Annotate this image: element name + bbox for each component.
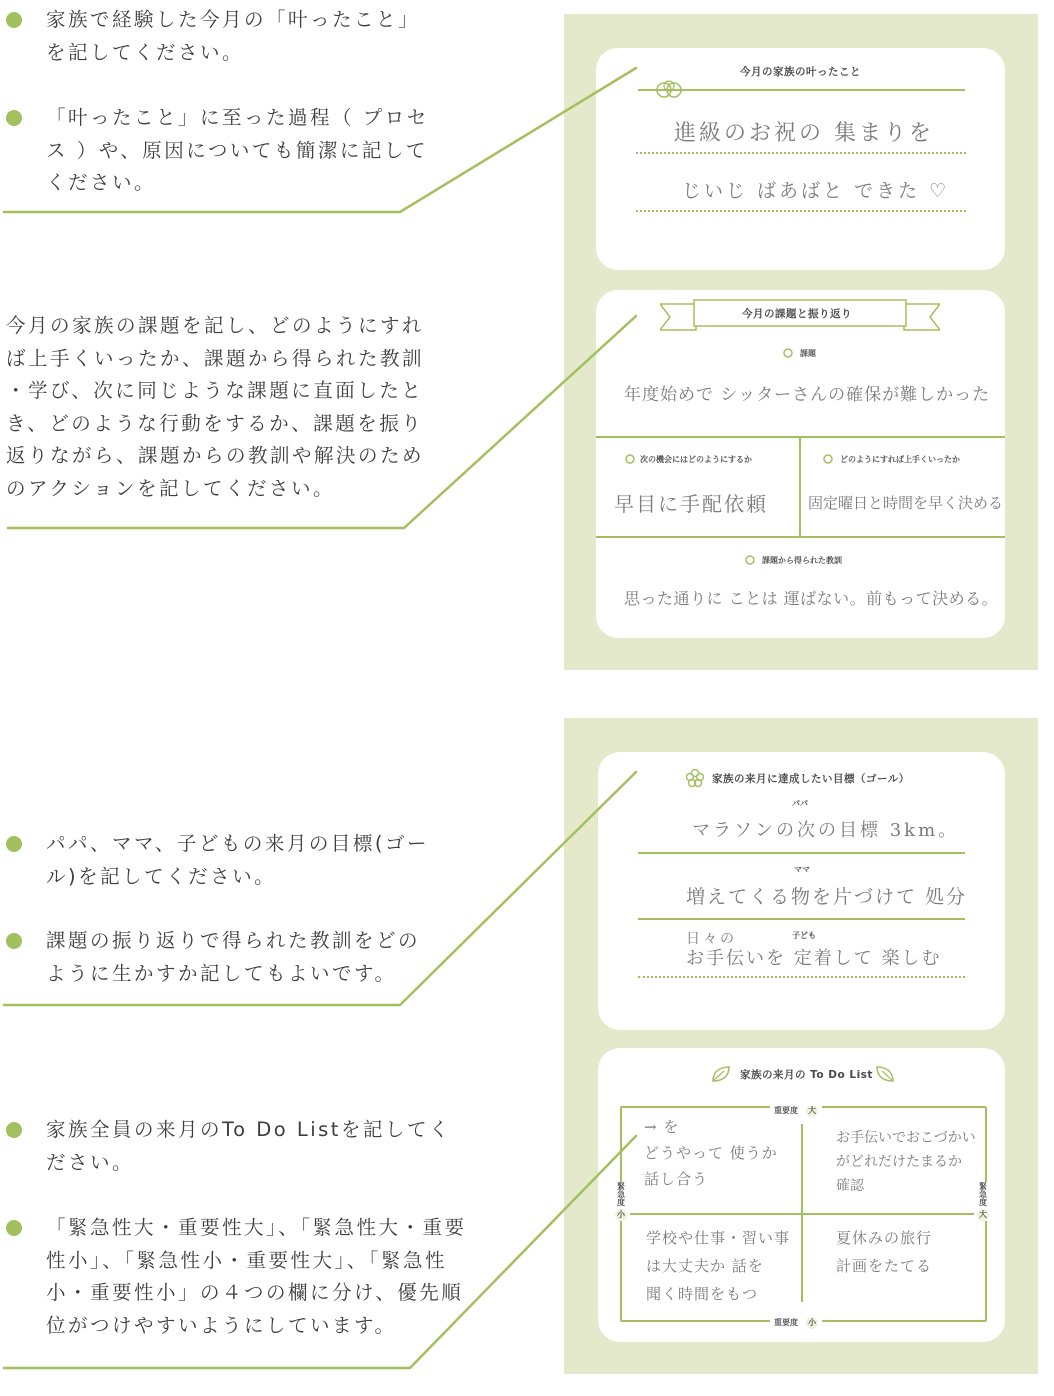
note-line: 「緊急性大・重要性大」、「緊急性大・重要 <box>46 1216 467 1239</box>
clover-icon <box>822 453 834 465</box>
note-line: 返りながら、課題からの教訓や解決のため <box>6 444 425 467</box>
note-line: を記してください。 <box>46 40 245 64</box>
note-line: パパ、ママ、子どもの来月の目標(ゴー <box>46 832 429 855</box>
todo-line: どうやって 使うか <box>644 1144 778 1162</box>
importance-label: 重要度 <box>774 1318 798 1327</box>
low-mark: 小 <box>617 1210 625 1219</box>
todo-line: 話し合う <box>644 1170 709 1188</box>
flower-icon <box>686 769 704 787</box>
wishes-title: 今月の家族の叶ったこと <box>740 66 861 78</box>
bullet-dot <box>6 836 22 852</box>
note-line: 今月の家族の課題を記し、どのようにすれ <box>6 314 425 337</box>
quadrant-bottom-left <box>646 1224 790 1308</box>
mama-text: 増えてくる物を片づけて 処分 <box>686 886 968 908</box>
todo-line: → を <box>644 1118 680 1136</box>
importance-high-tag <box>770 1098 822 1117</box>
note-line: 「叶ったこと」に至った過程（ プロセ <box>46 106 429 129</box>
goal-rule <box>638 918 965 920</box>
low-mark: 小 <box>808 1318 817 1327</box>
note-line: 家族で経験した今月の「叶ったこと」 <box>46 8 421 31</box>
quadrant-bottom-right <box>836 1224 932 1280</box>
clover-icon <box>624 453 636 465</box>
note-line: ・学び、次に同じような課題に直面したと <box>6 379 424 402</box>
todo-line: 計画をたてる <box>836 1257 933 1275</box>
leaf-icon <box>874 1064 896 1084</box>
todo-line: 確認 <box>836 1178 864 1194</box>
goals-title: 家族の来月に達成したい目標（ゴール） <box>712 773 910 785</box>
todo-line: 学校や仕事・習い事 <box>646 1229 791 1247</box>
note-line: 位がつけやすいようにしています。 <box>46 1313 397 1337</box>
urgency-high-tag <box>974 1182 992 1221</box>
note-line: ように生かすか記してもよいです。 <box>46 961 397 985</box>
urgency-label: 緊急度 <box>616 1182 626 1206</box>
dotted-rule <box>636 152 966 154</box>
note-todo <box>46 1114 451 1179</box>
urgency-label: 緊急度 <box>978 1182 988 1206</box>
todo-line: 夏休みの旅行 <box>836 1229 933 1247</box>
clover-icon <box>782 347 794 359</box>
papa-label: パパ <box>792 799 808 808</box>
child-label: 子ども <box>792 931 816 940</box>
bullet-dot <box>6 1220 22 1236</box>
note-line: き、どのような行動をするか、課題を振り <box>6 411 424 435</box>
todo-card <box>598 1048 1005 1342</box>
importance-label: 重要度 <box>774 1106 798 1115</box>
review-title: 今月の課題と振り返り <box>742 308 852 320</box>
urgency-low-tag <box>612 1182 630 1221</box>
note-line: ル)を記してください。 <box>46 864 277 888</box>
note-line: 課題の振り返りで得られた教訓をどの <box>46 929 421 952</box>
todo-line: お手伝いでおこづかい <box>836 1130 976 1146</box>
how-label: どのようにすれば上手くいったか <box>840 455 960 464</box>
high-mark: 大 <box>808 1106 817 1115</box>
todo-title: 家族の来月の To Do List <box>740 1069 873 1081</box>
grid-divider <box>799 436 801 536</box>
note-line: ください。 <box>46 171 157 194</box>
note-goals <box>46 828 429 893</box>
goal-rule <box>638 852 965 854</box>
note-quadrants <box>46 1212 467 1342</box>
leaf-icon <box>710 1064 732 1084</box>
bullet-dot <box>6 110 22 126</box>
bullet-dot <box>6 12 22 28</box>
next-text: 早目に手配依頼 <box>614 492 768 516</box>
bullet-dot <box>6 1122 22 1138</box>
lesson-text: 思った通りに ことは 運ばない。前もって決める。 <box>624 589 999 608</box>
dotted-rule <box>636 210 966 212</box>
grid-rule <box>596 536 1005 538</box>
review-card <box>596 290 1005 638</box>
wishes-line-1: 進級のお祝の 集まりを <box>674 121 934 146</box>
wishes-card <box>596 48 1005 270</box>
papa-text: マラソンの次の目標 3km。 <box>692 820 960 841</box>
matrix-axis-v <box>801 1124 803 1302</box>
note-line: 家族全員の来月のTo Do Listを記してく <box>46 1118 451 1141</box>
note-line: のアクションを記してください。 <box>6 476 336 500</box>
todo-line: 聞く時間をもつ <box>646 1285 759 1303</box>
lesson-label: 課題から得られた教訓 <box>762 556 842 565</box>
wishes-line-2: じいじ ばあばと できた ♡ <box>682 180 950 202</box>
dotted-rule <box>638 976 965 978</box>
todo-line: がどれだけたまるか <box>836 1154 962 1170</box>
todo-line: は大丈夫か 話を <box>646 1257 764 1275</box>
quadrant-top-right <box>836 1126 976 1198</box>
note-review <box>6 310 424 505</box>
note-process <box>46 102 429 200</box>
knot-icon <box>654 78 684 102</box>
goals-card <box>598 752 1005 1030</box>
note-line: 小・重要性小」の４つの欄に分け、優先順 <box>46 1281 464 1304</box>
how-text: 固定曜日と時間を早く決める <box>808 494 1004 512</box>
note-line: ば上手くいったか、課題から得られた教訓 <box>6 346 425 370</box>
issue-label: 課題 <box>800 349 816 358</box>
bullet-dot <box>6 933 22 949</box>
next-label: 次の機会にはどのようにするか <box>640 455 752 464</box>
high-mark: 大 <box>979 1210 987 1219</box>
quadrant-top-left <box>644 1114 778 1192</box>
note-wishes <box>46 4 420 69</box>
child-text-1: 日々の <box>686 931 737 947</box>
child-text-2: お手伝いを 定着して 楽しむ <box>686 948 942 969</box>
clover-icon <box>744 554 756 566</box>
title-rule <box>638 89 965 91</box>
note-lessons <box>46 925 420 990</box>
mama-label: ママ <box>794 865 810 874</box>
note-line: ス ）や、原因についても簡潔に記して <box>46 138 428 162</box>
note-line: 性小」、「緊急性小・重要性大」、「緊急性 <box>46 1248 448 1272</box>
issue-text: 年度始めで シッターさんの確保が難しかった <box>624 385 991 405</box>
importance-low-tag <box>770 1310 822 1329</box>
note-line: ださい。 <box>46 1150 135 1174</box>
